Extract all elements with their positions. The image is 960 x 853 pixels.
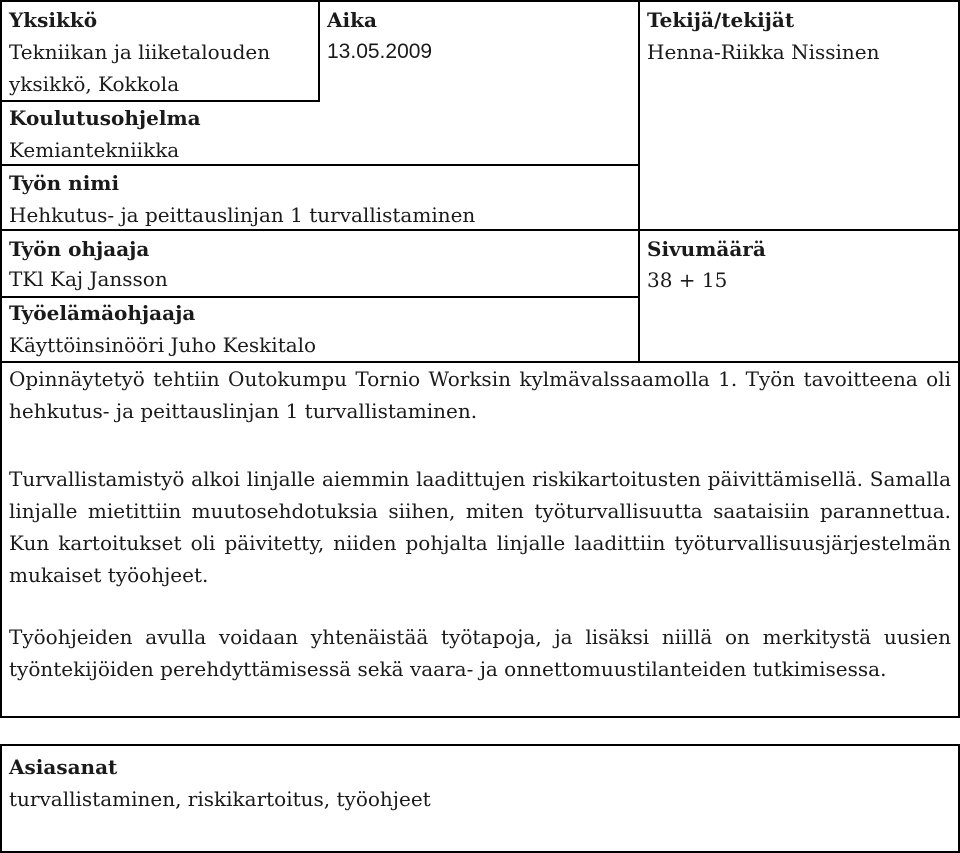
page-count-value: 38 + 15	[647, 268, 728, 292]
divider-right-column	[638, 0, 640, 363]
border-left	[0, 0, 2, 718]
author-value: Henna-Riikka Nissinen	[647, 40, 880, 64]
divider-after-supervisor	[0, 296, 640, 298]
abstract-paragraph-2: Turvallistamistyö alkoi linjalle aiemmin laadittujen riskikartoitusten päivittämisellä. Samalla linjalle mietittiin muutosehdotuksia siihen, miten työturvallisuutta saataisiin parannettua. Kun kartoitukset oli päivitetty, niiden pohjalta linjalle laadittiin työturvallisuusjärjestelmän mukaiset työohjeet.	[9, 467, 951, 587]
unit-label: Yksikkö	[9, 8, 98, 32]
keywords-value: turvallistaminen, riskikartoitus, työohjeet	[9, 787, 431, 811]
border-top	[0, 0, 960, 2]
work-supervisor-label: Työelämäohjaaja	[9, 301, 196, 325]
supervisor-value: TKl Kaj Jansson	[9, 267, 168, 291]
thesis-title-label: Työn nimi	[9, 171, 120, 195]
divider-after-title	[0, 229, 960, 231]
date-label: Aika	[327, 8, 377, 32]
divider-after-program	[0, 164, 640, 166]
abstract-paragraph-3: Työohjeiden avulla voidaan yhtenäistää työtapoja, ja lisäksi niillä on merkitystä uusien työntekijöiden perehdyttämisessä sekä vaara- ja onnettomuustilanteiden tutkimisessa.	[9, 625, 951, 681]
abstract-paragraph-1: Opinnäytetyö tehtiin Outokumpu Tornio Worksin kylmävalssaamolla 1. Työn tavoitteena oli hehkutus- ja peittauslinjan 1 turvallistaminen.	[9, 367, 951, 423]
page-count-label: Sivumäärä	[647, 237, 766, 261]
border-bottom	[0, 716, 960, 718]
program-value: Kemiantekniikka	[9, 138, 180, 162]
keywords-border-top	[0, 744, 960, 746]
unit-value-line1: Tekniikan ja liiketalouden	[9, 40, 271, 64]
author-label: Tekijä/tekijät	[647, 8, 795, 32]
work-supervisor-value: Käyttöinsinööri Juho Keskitalo	[9, 333, 317, 357]
divider-unit-date	[318, 0, 320, 102]
divider-after-unit	[0, 100, 320, 102]
date-value: 13.05.2009	[327, 40, 433, 63]
keywords-border-left	[0, 744, 2, 853]
thesis-title-value: Hehkutus- ja peittauslinjan 1 turvallistaminen	[9, 203, 476, 227]
program-label: Koulutusohjelma	[9, 106, 201, 130]
supervisor-label: Työn ohjaaja	[9, 237, 150, 261]
keywords-label: Asiasanat	[9, 755, 118, 779]
unit-value-line2: yksikkö, Kokkola	[9, 72, 180, 96]
